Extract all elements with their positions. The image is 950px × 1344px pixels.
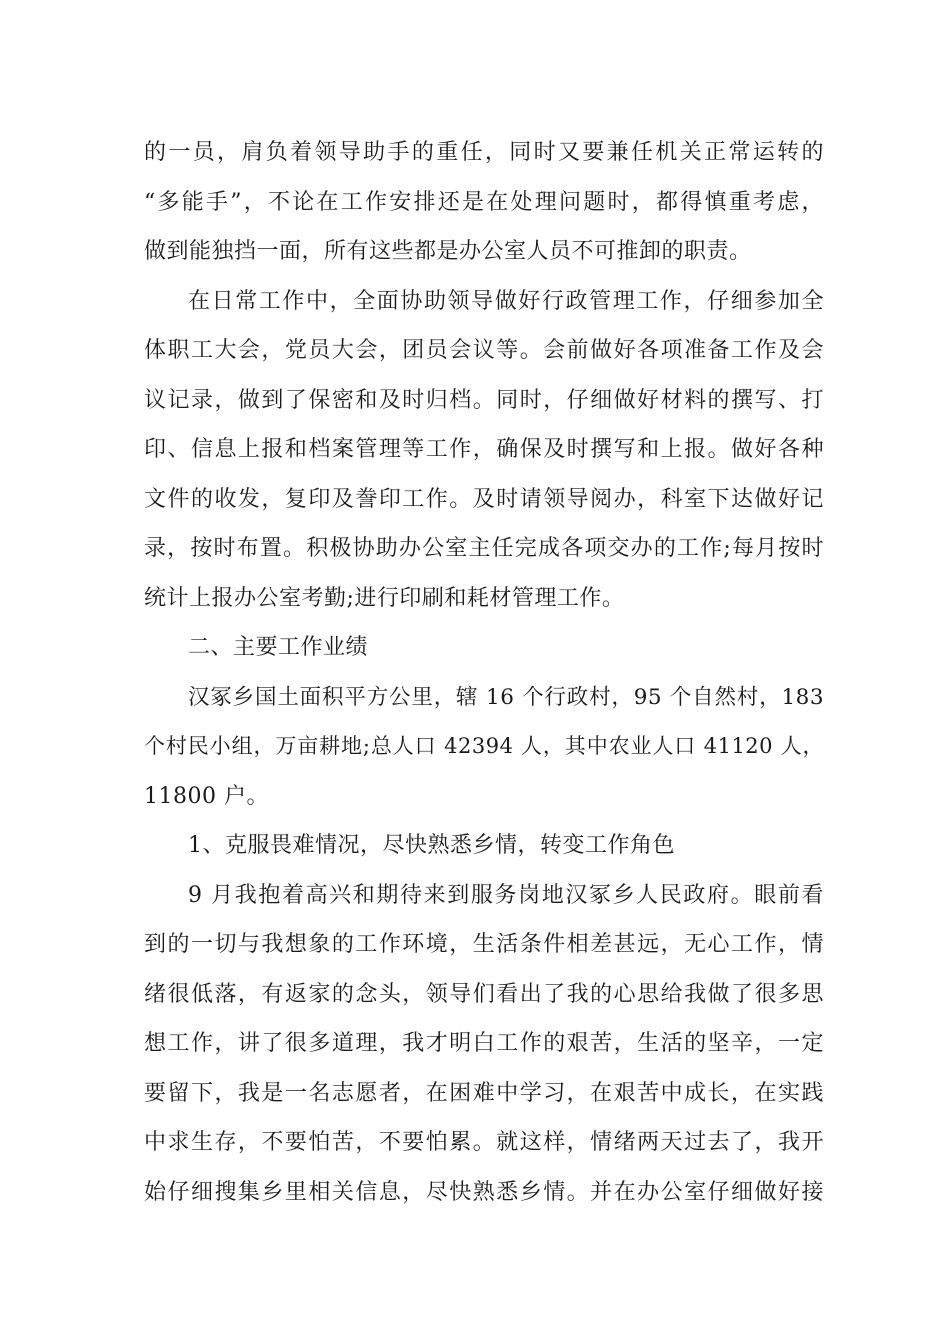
- text-line: 到的一切与我想象的工作环境，生活条件相差甚远，无心工作，情: [144, 932, 824, 957]
- text-line: 议记录，做到了保密和及时归档。同时，仔细做好材料的撰写、打: [144, 387, 824, 413]
- text-line: 汉冢乡国土面积平方公里，辖 16 个行政村，95 个自然村，183: [188, 684, 824, 710]
- text-line: 要留下，我是一名志愿者，在困难中学习，在艰苦中成长，在实践: [144, 1080, 824, 1106]
- text-line: 印、信息上报和档案管理等工作，确保及时撰写和上报。做好各种: [144, 437, 824, 462]
- text-line: 个村民小组，万亩耕地;总人口 42394 人，其中农业人口 41120 人，: [144, 734, 824, 758]
- text-line: 体职工大会，党员大会，团员会议等。会前做好各项准备工作及会: [144, 338, 824, 363]
- text-line: 录，按时布置。积极协助办公室主任完成各项交办的工作;每月按时: [144, 536, 824, 561]
- text-line: 做到能独挡一面，所有这些都是办公室人员不可推卸的职责。: [144, 239, 752, 264]
- text-line: 11800 户。: [144, 783, 269, 809]
- text-line: “多能手”，不论在工作安排还是在处理问题时，都得慎重考虑，: [144, 189, 824, 215]
- text-line: 统计上报办公室考勤;进行印刷和耗材管理工作。: [144, 585, 625, 611]
- text-line: 9 月我抱着高兴和期待来到服务岗地汉冢乡人民政府。眼前看: [188, 882, 824, 908]
- text-line: 二、主要工作业绩: [188, 635, 369, 660]
- text-line: 文件的收发，复印及誊印工作。及时请领导阅办，科室下达做好记: [144, 486, 824, 512]
- text-line: 绪很低落，有返家的念头，领导们看出了我的心思给我做了很多思: [144, 981, 824, 1007]
- text-line: 1、克服畏难情况，尽快熟悉乡情，转变工作角色: [188, 833, 675, 858]
- text-line: 中求生存，不要怕苦，不要怕累。就这样，情绪两天过去了，我开: [144, 1130, 824, 1155]
- text-line: 想工作，讲了很多道理，我才明白工作的艰苦，生活的坚辛，一定: [144, 1031, 824, 1056]
- text-line: 的一员，肩负着领导助手的重任，同时又要兼任机关正常运转的: [144, 140, 824, 165]
- text-line: 始仔细搜集乡里相关信息，尽快熟悉乡情。并在办公室仔细做好接: [144, 1179, 824, 1205]
- text-line: 在日常工作中，全面协助领导做好行政管理工作，仔细参加全: [188, 288, 824, 314]
- document-body: [144, 128, 824, 1217]
